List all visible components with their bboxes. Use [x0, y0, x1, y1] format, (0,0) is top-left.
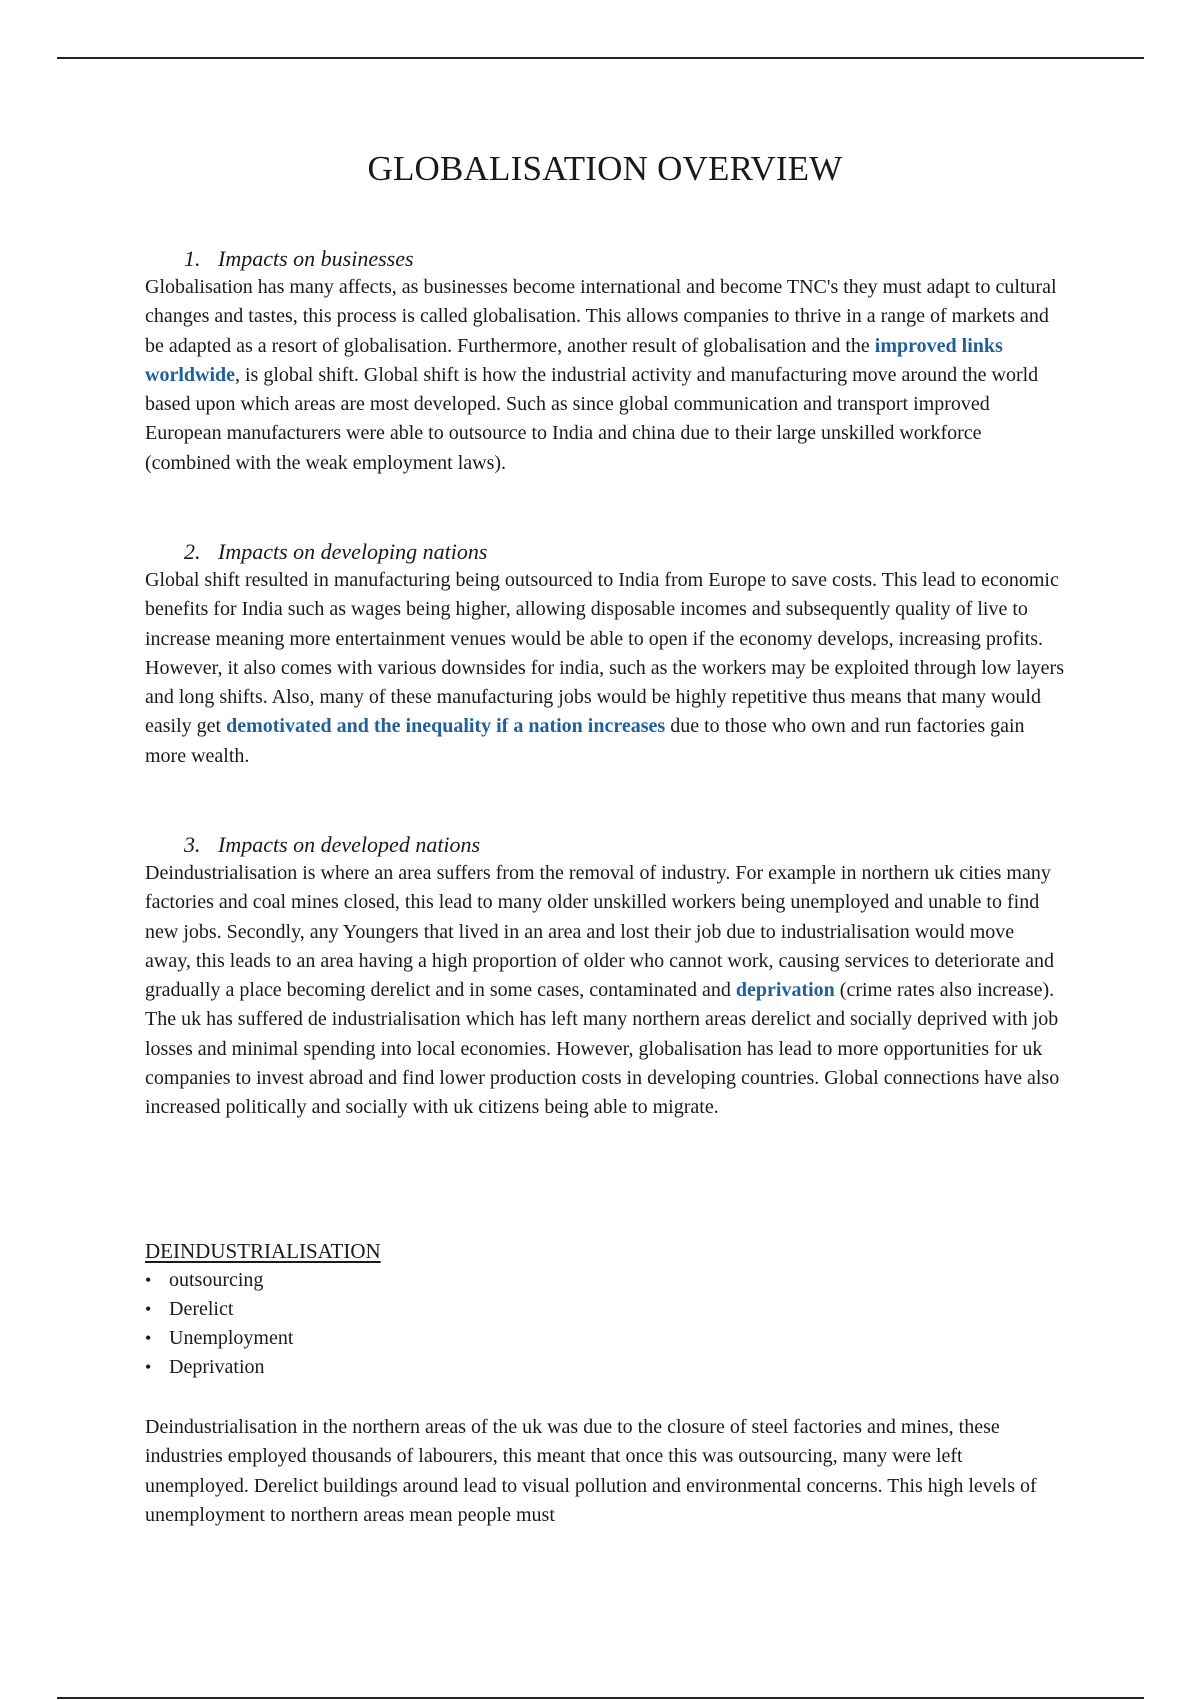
- inline-link-deprivation[interactable]: deprivation: [735, 979, 835, 1002]
- deindustrialisation-list: [145, 1266, 1065, 1382]
- list-item: [145, 1324, 1065, 1353]
- paragraph-text: Deindustrialisation is where an area suffers from the removal of industry. For example in northern uk cities many factories and coal mines closed, this lead to many older unskilled workers being unemployed and unable to find new jobs. Secondly, any Youngers that lived in an area and lost their job due to industrialisation would move away, this leads to an area having a high proportion of older who cannot work, causing services to deteriorate and gradually a place becoming derelict and in some cases, contaminated and: [145, 862, 1054, 1002]
- section-developed-nations: [145, 830, 1065, 1123]
- bullet-icon: •: [145, 1270, 152, 1290]
- section-heading: [145, 830, 1065, 859]
- bullet-icon: •: [145, 1299, 152, 1319]
- section-heading-text: Impacts on businesses: [218, 246, 414, 271]
- section-heading-text: Impacts on developing nations: [218, 539, 488, 564]
- list-item: [145, 1266, 1065, 1295]
- section-heading: [145, 244, 1065, 273]
- bullet-icon: •: [145, 1357, 152, 1377]
- section-heading: [145, 537, 1065, 566]
- section-number: 2.: [184, 539, 201, 564]
- paragraph-text: Globalisation has many affects, as businesses become international and become TNC's they must adapt to cultural changes and tastes, this process is called globalisation. This allows companies to thrive in a range of markets and be adapted as a resort of globalisation. Furthermore, another result of globalisation and the: [145, 276, 1057, 357]
- closing-paragraph: Deindustrialisation in the northern areas of the uk was due to the closure of steel factories and mines, these industries employed thousands of labourers, this meant that once this was outsourcing, many were left unemployed. Derelict buildings around lead to visual pollution and environmental concerns. This high levels of unemployment to northern areas mean people must: [145, 1416, 1037, 1526]
- closing-section: [145, 1413, 1065, 1530]
- section-number: 1.: [184, 246, 201, 271]
- inline-link-demotivated[interactable]: demotivated and the inequality if a nation increases: [226, 715, 666, 738]
- section-paragraph: [145, 859, 1065, 1123]
- list-item-text: Derelict: [169, 1298, 234, 1320]
- section-number: 3.: [184, 832, 201, 857]
- section-businesses: [145, 244, 1065, 478]
- section-developing-nations: [145, 537, 1065, 771]
- deindustrialisation-title: DEINDUSTRIALISATION: [145, 1239, 381, 1263]
- inline-link-improved-links[interactable]: improved links worldwide: [145, 334, 1003, 386]
- list-item: [145, 1295, 1065, 1324]
- paragraph-text: , is global shift. Global shift is how the industrial activity and manufacturing move around the world based upon which areas are most developed. Such as since global communication and transport improved European manufacturers were able to outsource to India and china due to their large unskilled workforce (combined with the weak employment laws).: [145, 363, 1039, 474]
- bullet-icon: •: [145, 1328, 152, 1348]
- list-item-text: outsourcing: [169, 1269, 264, 1291]
- paragraph-text: due to those who own and run factories gain more wealth.: [145, 715, 1025, 767]
- list-item-text: Unemployment: [169, 1327, 294, 1349]
- deindustrialisation-block: [145, 1237, 1065, 1382]
- page-title: GLOBALISATION OVERVIEW: [367, 149, 843, 188]
- list-item: [145, 1353, 1065, 1382]
- section-paragraph: [145, 566, 1065, 771]
- section-paragraph: [145, 273, 1065, 478]
- section-heading-text: Impacts on developed nations: [218, 832, 481, 857]
- top-rule: [57, 57, 1144, 59]
- list-item-text: Deprivation: [169, 1356, 265, 1378]
- paragraph-text: (crime rates also increase). The uk has suffered de industrialisation which has left many northern areas derelict and socially deprived with job losses and minimal spending into local economies. However, globalisation has lead to more opportunities for uk companies to invest abroad and find lower production costs in developing countries. Global connections have also increased politically and socially with uk citizens being able to migrate.: [145, 979, 1060, 1119]
- bottom-rule: [57, 1697, 1144, 1699]
- paragraph-text: Global shift resulted in manufacturing being outsourced to India from Europe to save costs. This lead to economic benefits for India such as wages being higher, allowing disposable incomes and subsequently quality of live to increase meaning more entertainment venues would be able to open if the economy develops, increasing profits. However, it also comes with various downsides for india, such as the workers may be exploited through low layers and long shifts. Also, many of these manufacturing jobs would be highly repetitive thus means that many would easily get: [145, 569, 1064, 738]
